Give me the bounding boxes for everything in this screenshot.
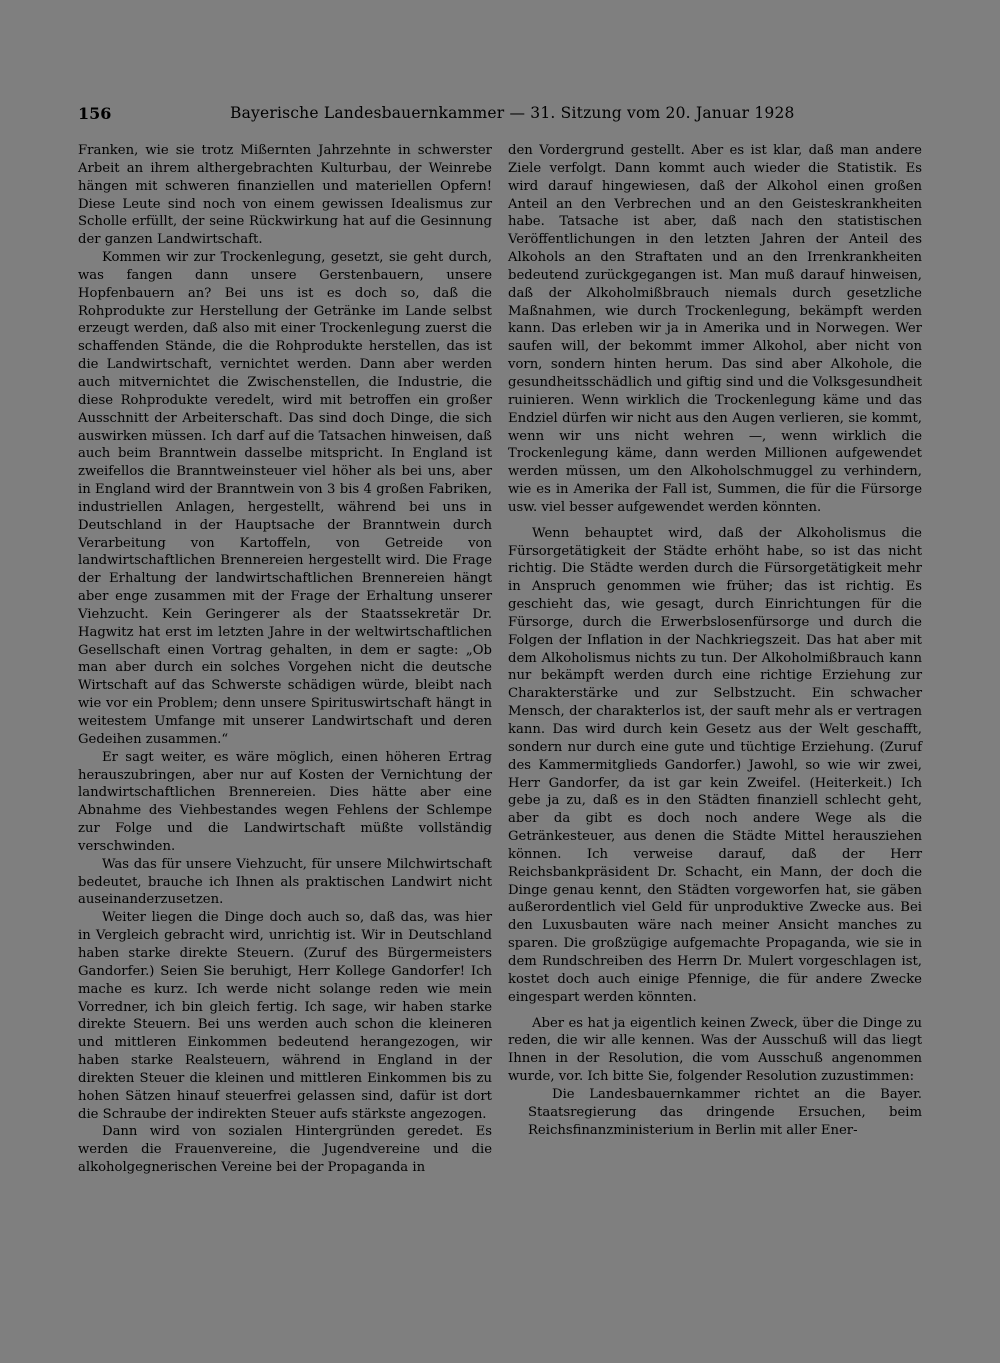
left-column	[78, 142, 492, 1177]
right-column	[508, 142, 922, 1139]
paragraph: den Vordergrund gestellt. Aber es ist klar, daß man andere Ziele verfolgt. Dann kommt auch wieder die Statistik. Es wird darauf hingewiesen, daß der Alkohol einen großen Anteil an den Verbrechen und an den Geisteskrankheiten habe. Tatsache ist aber, daß nach den statistischen Veröffentlichungen in den letzten Jahren der Anteil des Alkohols an den Straftaten und an den Irrenkrankheiten bedeutend zurückgegangen ist. Man muß darauf hinweisen, daß der Alkoholmißbrauch niemals durch gesetzliche Maßnahmen, wie durch Trockenlegung, bekämpft werden kann. Das erleben wir ja in Amerika und in Norwegen. Wer saufen will, der bekommt immer Alkohol, aber nicht von vorn, sondern hinten herum. Das sind aber Alkohole, die gesundheitsschädlich und giftig sind und die Volksgesundheit ruinieren. Wenn wirklich die Trockenlegung käme und das Endziel dürfen wir nicht aus den Augen verlieren, sie kommt, wenn wir uns nicht wehren —, wenn wirklich die Trockenlegung käme, dann werden Millionen aufgewendet werden müssen, um den Alkoholschmuggel zu verhindern, wie es in Amerika der Fall ist, Summen, die für die Fürsorge usw. viel besser aufgewendet werden könnten.	[508, 143, 922, 515]
paragraph: Wenn behauptet wird, daß der Alkoholismus die Fürsorgetätigkeit der Städte erhöht habe, so ist das nicht richtig. Die Städte werden durch die Fürsorgetätigkeit mehr in Anspruch genommen wie früher; das ist richtig. Es geschieht das, wie gesagt, durch Einrichtungen für die Fürsorge, durch die Erwerbslosenfürsorge und durch die Folgen der Inflation in der Nachkriegszeit. Das hat aber mit dem Alkoholismus nichts zu tun. Der Alkoholmißbrauch kann nur bekämpft werden durch eine richtige Erziehung zur Charakterstärke und zur Selbstzucht. Ein schwacher Mensch, der charakterlos ist, der sauft mehr als er vertragen kann. Das wird durch kein Gesetz aus der Welt geschafft, sondern nur durch eine gute und tüchtige Erziehung. (Zuruf des Kammermitglieds Gandorfer.) Jawohl, so wie wir zwei, Herr Gandorfer, da ist gar kein Zweifel. (Heiterkeit.) Ich gebe ja zu, daß es in den Städten finanziell schlecht geht, aber da gibt es doch noch andere Wege als die Getränkesteuer, aus denen die Städte Mittel herausziehen können. Ich verweise darauf, daß der Herr Reichsbankpräsident Dr. Schacht, ein Mann, der doch die Dinge genau kennt, den Städten vorgeworfen hat, sie gäben außerordentlich viel Geld für unproduktive Zwecke aus. Bei den Luxusbauten wäre nach meiner Ansicht manches zu sparen. Die großzügige aufgemachte Propaganda, wie sie in dem Rundschreiben des Herrn Dr. Mulert vorgeschlagen ist, kostet doch auch einige Pfennige, die für andere Zwecke eingespart werden könnten.	[508, 525, 922, 1005]
paragraph: Aber es hat ja eigentlich keinen Zweck, über die Dinge zu reden, die wir alle kennen. Was der Ausschuß will das liegt Ihnen in der Resolution, die vom Ausschuß angenommen wurde, vor. Ich bitte Sie, folgender Resolution zuzustimmen:	[508, 1015, 922, 1085]
paragraph: Kommen wir zur Trockenlegung, gesetzt, sie geht durch, was fangen dann unsere Gerstenbauern, unsere Hopfenbauern an? Bei uns ist es doch so, daß die Rohprodukte zur Herstellung der Getränke im Lande selbst erzeugt werden, daß also mit einer Trockenlegung zuerst die schaffenden Stände, die die Rohprodukte herstellen, das ist die Landwirtschaft, vernichtet werden. Dann aber werden auch mitvernichtet die Zwischenstellen, die Industrie, die diese Rohprodukte veredelt, wird mit betroffen ein großer Ausschnitt der Arbeiterschaft. Das sind doch Dinge, die sich auswirken müssen. Ich darf auf die Tatsachen hinweisen, daß auch beim Branntwein dasselbe mitspricht. In England ist zweifellos die Branntweinsteuer viel höher als bei uns, aber in England wird der Branntwein von 3 bis 4 großen Fabriken, industriellen Anlagen, hergestellt, während bei uns in Deutschland in der Hauptsache der Branntwein durch Verarbeitung von Kartoffeln, von Getreide von landwirtschaftlichen Brennereien hergestellt wird. Die Frage der Erhaltung der landwirtschaftlichen Brennereien hängt aber enge zusammen mit der Frage der Erhaltung unserer Viehzucht. Kein Geringerer als der Staatssekretär Dr. Hagwitz hat erst im letzten Jahre in der weltwirtschaftlichen Gesellschaft einen Vortrag gehalten, in dem er sagte: „Ob man aber durch ein solches Vorgehen nicht die deutsche Wirtschaft auf das Schwerste schädigen würde, bleibt nach wie vor ein Problem; denn unsere Spirituswirtschaft hängt in weitestem Umfange mit unserer Landwirtschaft und deren Gedeihen zusammen.“	[78, 250, 492, 747]
paragraph: Er sagt weiter, es wäre möglich, einen höheren Ertrag herauszubringen, aber nur auf Kosten der Vernichtung der landwirtschaftlichen Brennereien. Dies hätte aber eine Abnahme des Viehbestandes wegen Fehlens der Schlempe zur Folge und die Landwirtschaft müßte vollständig verschwinden.	[78, 749, 492, 854]
running-head: Bayerische Landesbauernkammer — 31. Sitzung vom 20. Januar 1928	[230, 104, 795, 122]
paragraph: Weiter liegen die Dinge doch auch so, daß das, was hier in Vergleich gebracht wird, unrichtig ist. Wir in Deutschland haben starke direkte Steuern. (Zuruf des Bürgermeisters Gandorfer.) Seien Sie beruhigt, Herr Kollege Gandorfer! Ich mache es kurz. Ich werde nicht solange reden wie mein Vorredner, ich bin gleich fertig. Ich sage, wir haben starke direkte Steuern. Bei uns werden auch schon die kleineren und mittleren Einkommen bedeutend herangezogen, wir haben starke Realsteuern, während in England in der direkten Steuer die kleinen und mittleren Einkommen bis zu hohen Sätzen hinauf steuerfrei gelassen sind, dafür ist dort die Schraube der indirekten Steuer aufs stärkste angezogen.	[78, 910, 492, 1122]
resolution-quote: Die Landesbauernkammer richtet an die Bayer. Staatsregierung das dringende Ersuchen, beim Reichsfinanzministerium in Berlin mit aller Ener-	[528, 1086, 922, 1138]
page-number: 156	[78, 104, 112, 123]
paragraph: Dann wird von sozialen Hintergründen geredet. Es werden die Frauenvereine, die Jugendvereine und die alkoholgegnerischen Vereine bei der Propaganda in	[78, 1124, 492, 1176]
paragraph: Was das für unsere Viehzucht, für unsere Milchwirtschaft bedeutet, brauche ich Ihnen als praktischen Landwirt nicht auseinanderzusetzen.	[78, 856, 492, 908]
page-header	[78, 104, 924, 126]
paragraph: Franken, wie sie trotz Mißernten Jahrzehnte in schwerster Arbeit an ihrem althergebrachten Kulturbau, der Weinrebe hängen mit schweren finanziellen und materiellen Opfern! Diese Leute sind noch von einem gewissen Idealismus zur Scholle erfüllt, der seine Rückwirkung hat auf die Gesinnung der ganzen Landwirtschaft.	[78, 143, 492, 248]
